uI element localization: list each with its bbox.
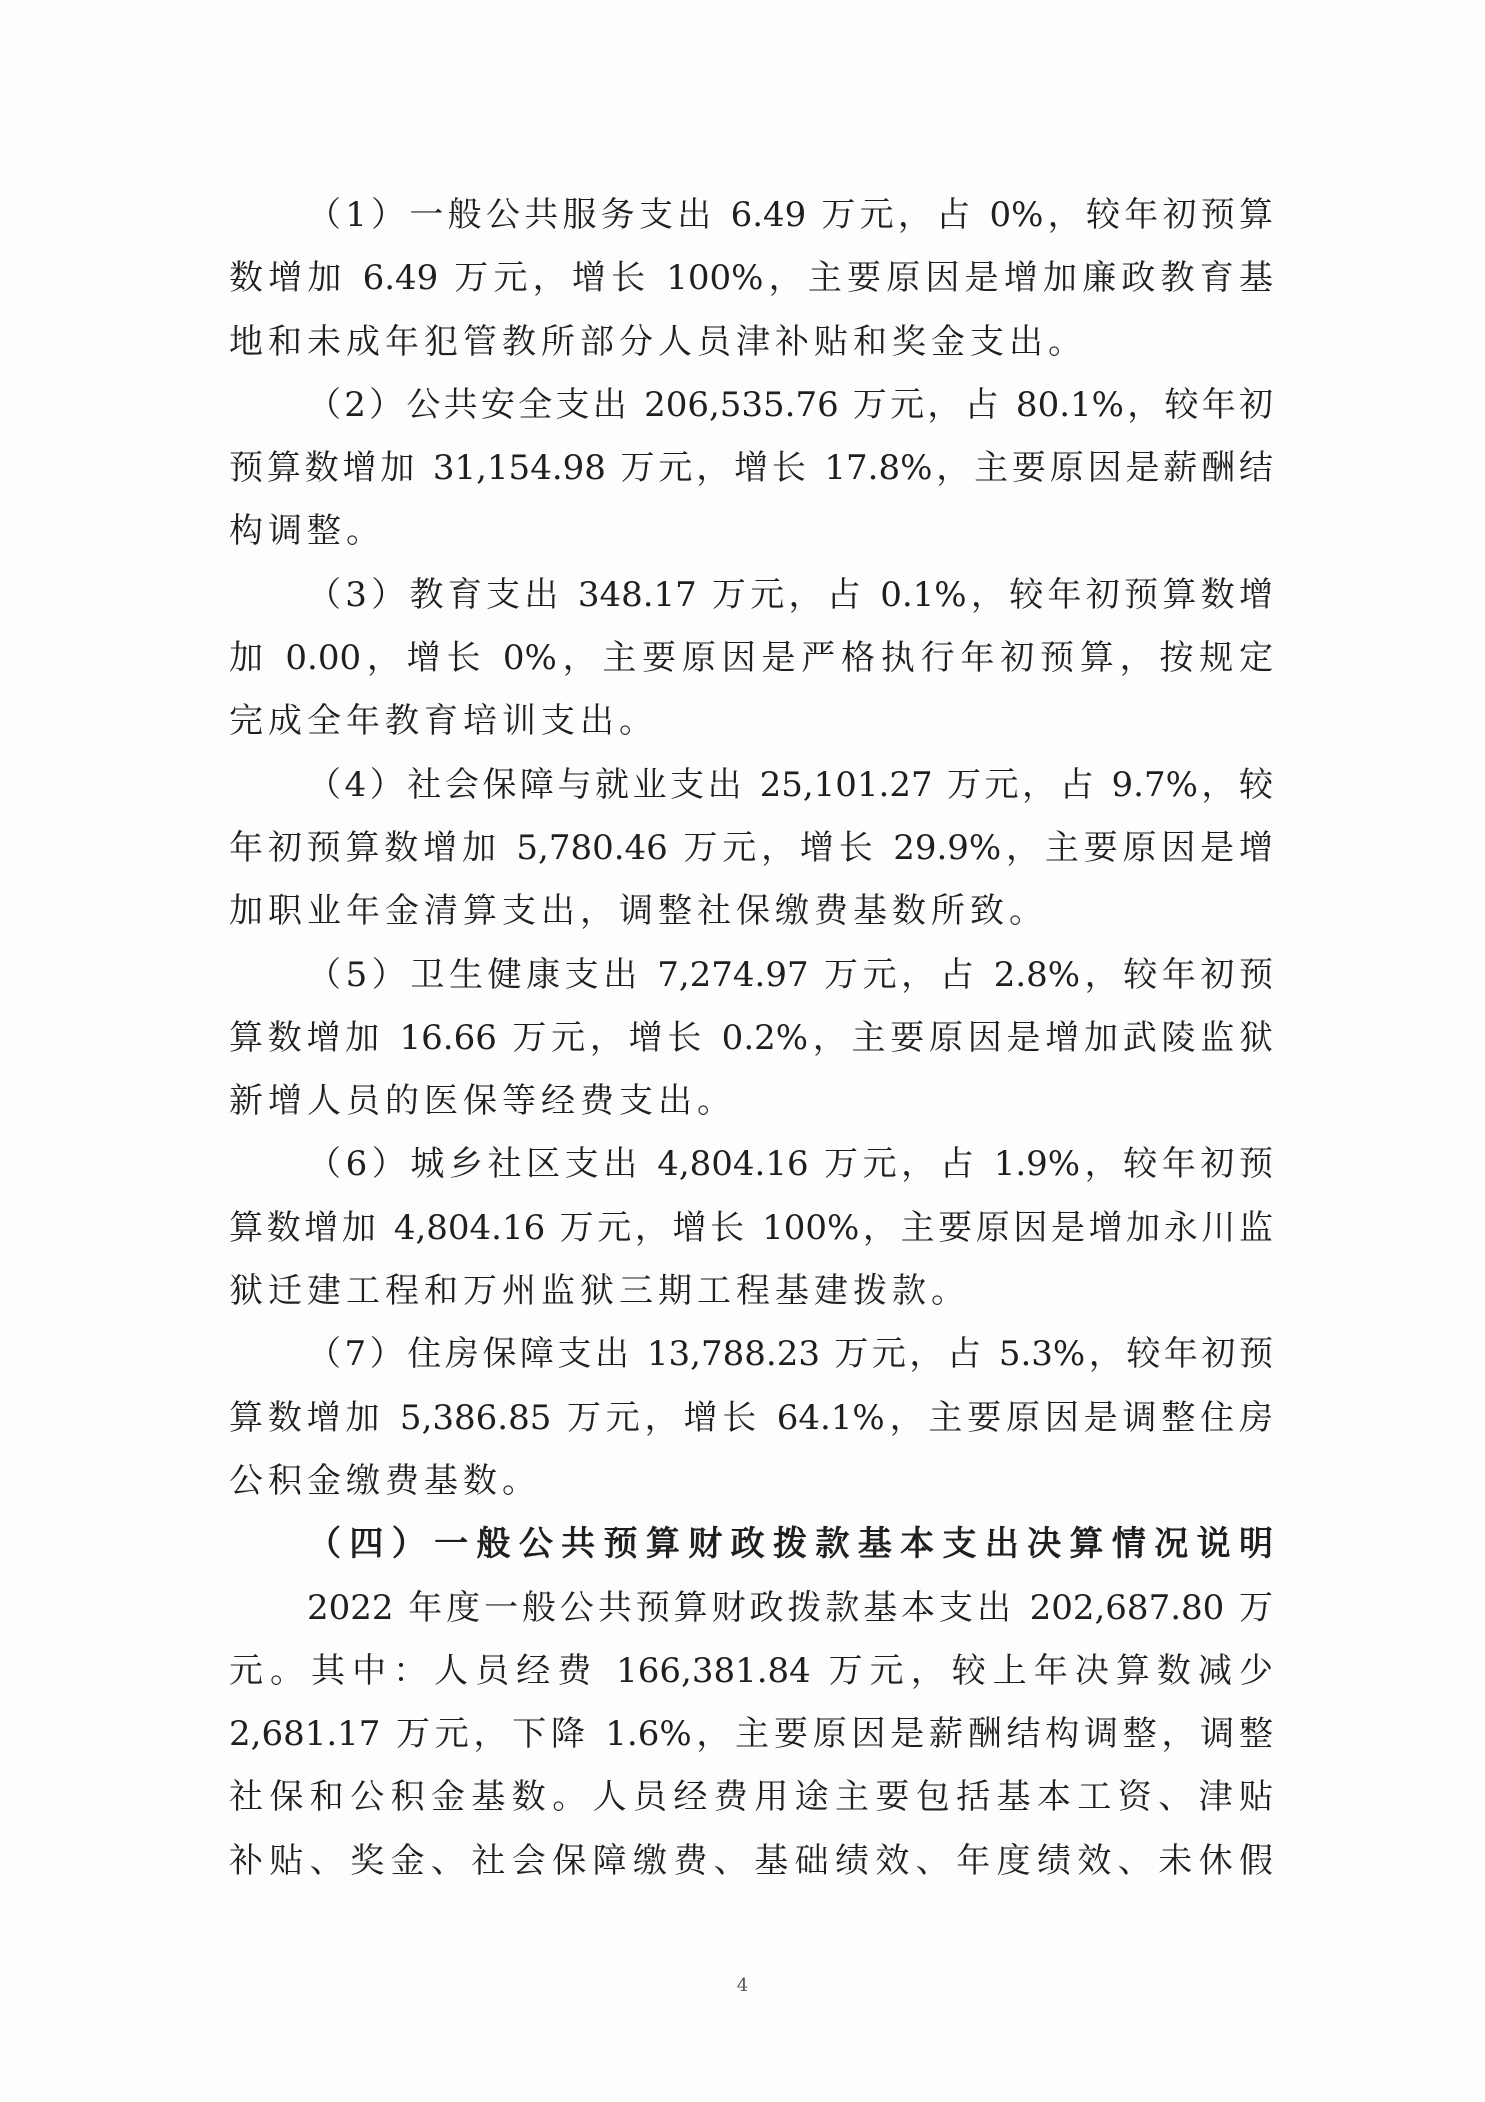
paragraph-line: （3）教育支出 348.17 万元，占 0.1%，较年初预算数增 bbox=[307, 574, 1273, 615]
paragraph bbox=[229, 564, 1273, 754]
document-body bbox=[229, 184, 1273, 1893]
paragraph-line: 补贴、奖金、社会保障缴费、基础绩效、年度绩效、未休假 bbox=[229, 1840, 1273, 1881]
paragraph-line: 地和未成年犯管教所部分人员津补贴和奖金支出。 bbox=[229, 321, 1087, 362]
paragraph-line: 社保和公积金基数。人员经费用途主要包括基本工资、津贴 bbox=[229, 1777, 1273, 1818]
paragraph-line: （6）城乡社区支出 4,804.16 万元，占 1.9%，较年初预 bbox=[307, 1144, 1273, 1185]
paragraph-line: （2）公共安全支出 206,535.76 万元，占 80.1%，较年初 bbox=[307, 384, 1273, 425]
section-heading bbox=[229, 1513, 1273, 1576]
paragraph bbox=[229, 1577, 1273, 1893]
paragraph-line: 狱迁建工程和万州监狱三期工程基建拨款。 bbox=[229, 1271, 970, 1312]
paragraph bbox=[229, 1133, 1273, 1323]
paragraph-line: （4）社会保障与就业支出 25,101.27 万元，占 9.7%，较 bbox=[307, 764, 1273, 805]
paragraph-line: 算数增加 16.66 万元，增长 0.2%，主要原因是增加武陵监狱 bbox=[229, 1017, 1273, 1058]
paragraph-line: 2022 年度一般公共预算财政拨款基本支出 202,687.80 万 bbox=[307, 1587, 1273, 1628]
paragraph-line: 算数增加 4,804.16 万元，增长 100%，主要原因是增加永川监 bbox=[229, 1207, 1273, 1248]
paragraph-line: 构调整。 bbox=[229, 511, 385, 552]
paragraph-line: （5）卫生健康支出 7,274.97 万元，占 2.8%，较年初预 bbox=[307, 954, 1273, 995]
paragraph bbox=[229, 374, 1273, 564]
paragraph-line: 加职业年金清算支出，调整社保缴费基数所致。 bbox=[229, 891, 1048, 932]
paragraph-line: 2,681.17 万元，下降 1.6%，主要原因是薪酬结构调整，调整 bbox=[229, 1714, 1273, 1755]
paragraph bbox=[229, 184, 1273, 374]
paragraph-line: 新增人员的医保等经费支出。 bbox=[229, 1081, 736, 1122]
paragraph-line: 预算数增加 31,154.98 万元，增长 17.8%，主要原因是薪酬结 bbox=[229, 448, 1273, 489]
paragraph-line: 完成全年教育培训支出。 bbox=[229, 701, 658, 742]
paragraph-line: 元。其中：人员经费 166,381.84 万元，较上年决算数减少 bbox=[229, 1650, 1273, 1691]
paragraph-line: 年初预算数增加 5,780.46 万元，增长 29.9%，主要原因是增 bbox=[229, 827, 1273, 868]
paragraph bbox=[229, 944, 1273, 1134]
paragraph-line: 加 0.00，增长 0%，主要原因是严格执行年初预算，按规定 bbox=[229, 638, 1273, 679]
paragraph-line: 数增加 6.49 万元，增长 100%，主要原因是增加廉政教育基 bbox=[229, 258, 1273, 299]
paragraph bbox=[229, 754, 1273, 944]
paragraph-line: 算数增加 5,386.85 万元，增长 64.1%，主要原因是调整住房 bbox=[229, 1397, 1273, 1438]
paragraph bbox=[229, 1323, 1273, 1513]
paragraph-line: 公积金缴费基数。 bbox=[229, 1460, 541, 1501]
section-heading-text: （四）一般公共预算财政拨款基本支出决算情况说明 bbox=[307, 1524, 1273, 1565]
page-number: 4 bbox=[736, 1975, 749, 1996]
paragraph-line: （1）一般公共服务支出 6.49 万元，占 0%，较年初预算 bbox=[307, 195, 1273, 235]
paragraph-line: （7）住房保障支出 13,788.23 万元，占 5.3%，较年初预 bbox=[307, 1334, 1273, 1375]
